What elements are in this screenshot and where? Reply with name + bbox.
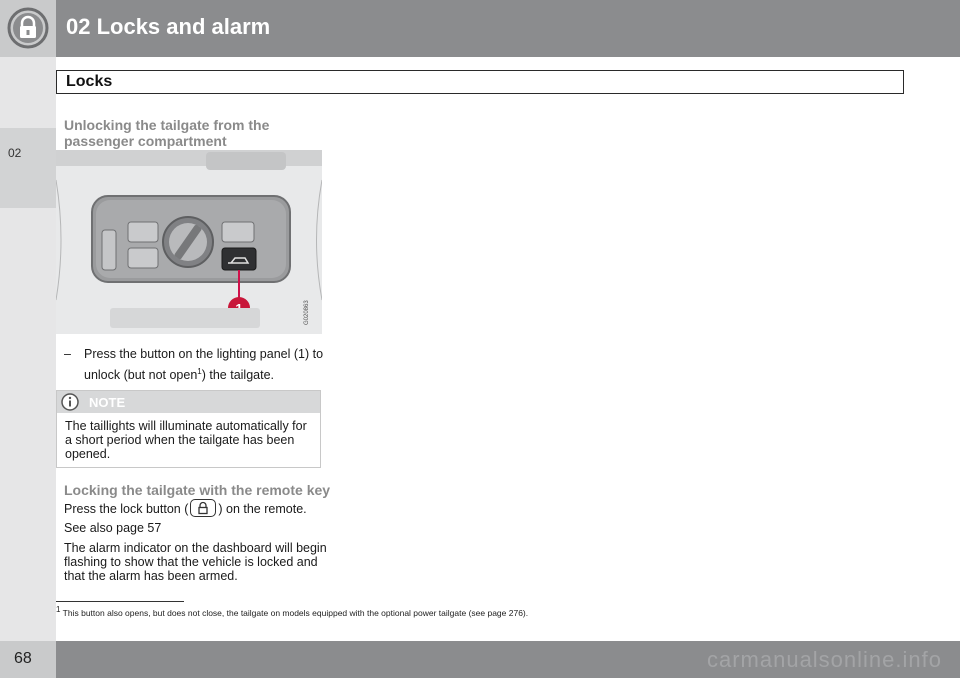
figure-code: G020863: [304, 300, 310, 325]
page-footer: [0, 641, 960, 678]
footnote: [56, 605, 896, 618]
note-body: The taillights will illuminate automatically for a short period when the tailgate has been opened.: [65, 419, 307, 461]
note-title: NOTE: [89, 395, 126, 410]
lock-p1-part-a: Press the lock button (: [64, 502, 189, 516]
info-icon: [61, 393, 79, 411]
chapter-title: 02 Locks and alarm: [66, 14, 271, 39]
lock-key-icon: [190, 499, 216, 517]
note-box: [56, 390, 321, 468]
padlock-icon: [7, 7, 49, 49]
page-number-box: [0, 641, 56, 678]
step-dash: –: [64, 347, 71, 361]
watermark: carmanualsonline.info: [706, 647, 942, 672]
lighting-panel-figure: [56, 150, 322, 334]
chapter-header: [0, 0, 960, 57]
lighting-panel-illustration: [56, 150, 322, 334]
footnote-ref: 1: [197, 367, 202, 376]
lock-paragraph-2: The alarm indicator on the dashboard will begin flashing to show that the vehicle is locked and that the alarm has been armed.: [64, 541, 327, 583]
note-header: [57, 391, 320, 413]
lock-heading: Locking the tailgate with the remote key: [64, 482, 331, 498]
footnote-marker: 1: [56, 605, 61, 614]
step-text-part-b: ) the tailgate.: [201, 368, 274, 383]
lock-p1-part-b: ) on the remote. See also page 57: [64, 502, 307, 535]
unlock-heading: Unlocking the tailgate from the passenger compartment: [64, 117, 270, 149]
page-number: 68: [14, 650, 32, 667]
section-title: Locks: [66, 73, 113, 90]
header-icon-box: [0, 0, 56, 57]
step-text-part-a: Press the button on the lighting panel (1) to unlock (but not open: [84, 347, 324, 383]
chapter-side-tab: [0, 128, 56, 208]
side-tab-label: 02: [8, 146, 22, 160]
section-bar: [56, 70, 904, 94]
lock-paragraph-1: [64, 500, 330, 538]
footnote-text: This button also opens, but does not close, the tailgate on models equipped with the optional power tailgate (see page 276).: [62, 607, 529, 618]
step-text: [84, 346, 330, 384]
footnote-rule: [56, 601, 184, 602]
